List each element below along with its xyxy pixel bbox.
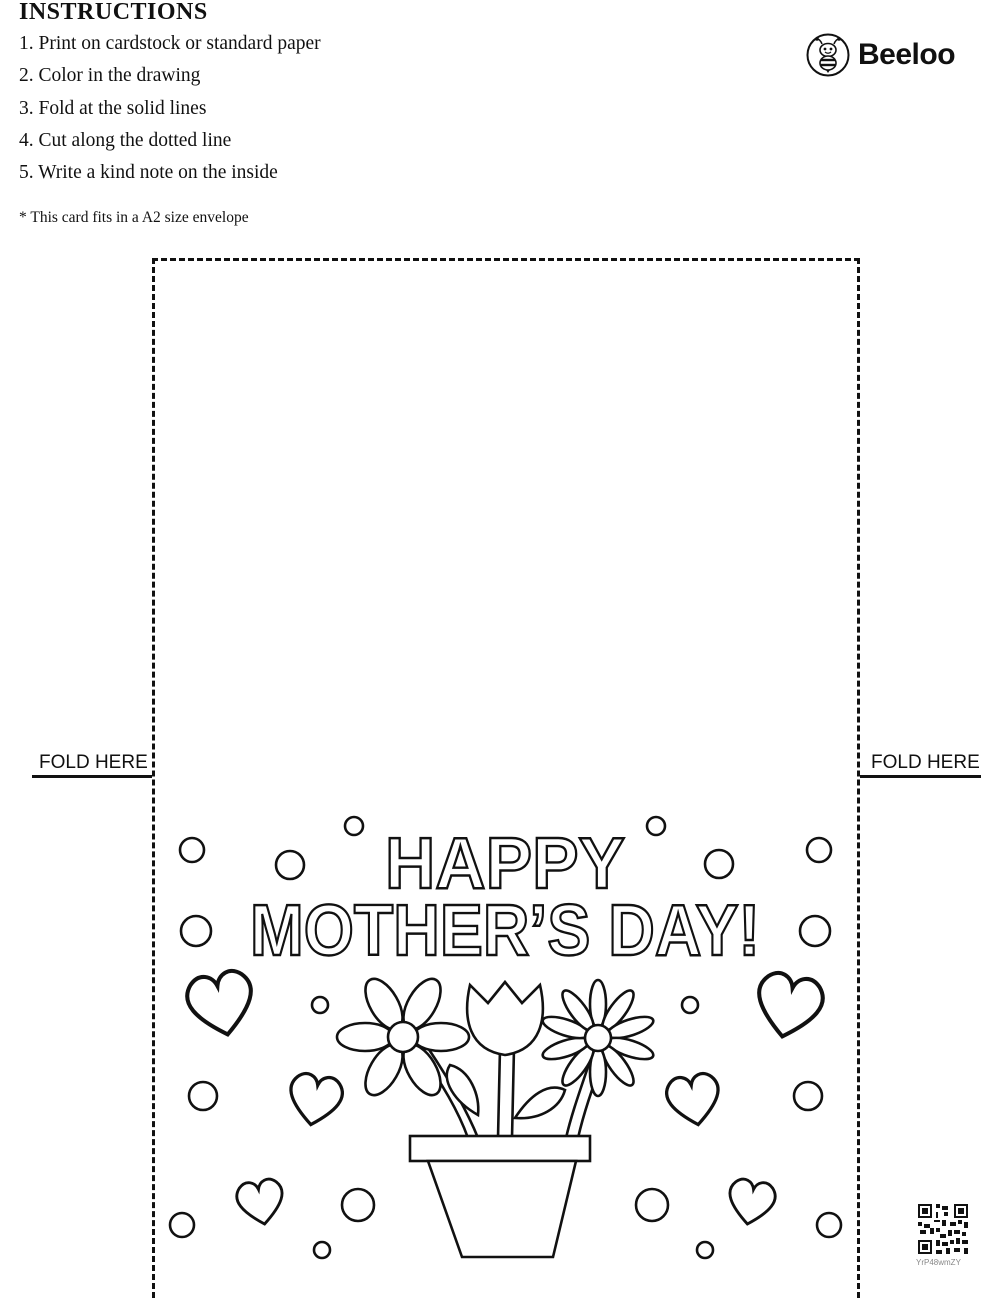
dot-circle: [636, 1189, 668, 1221]
dot-circle: [342, 1189, 374, 1221]
dot-circle: [705, 850, 733, 878]
fold-label-right: FOLD HERE: [871, 752, 980, 773]
step-item: 2. Color in the drawing: [19, 65, 201, 87]
qr-code-icon: [918, 1204, 968, 1254]
heart-icon: [235, 1177, 287, 1228]
leaf-icon: [515, 1088, 565, 1119]
heart-icon: [285, 1071, 345, 1129]
fold-label-left: FOLD HERE: [39, 752, 148, 773]
dot-circle: [697, 1242, 713, 1258]
dot-circle: [314, 1242, 330, 1258]
heart-icon: [664, 1071, 724, 1129]
dot-circle: [794, 1082, 822, 1110]
daisy-flower-right: [540, 980, 655, 1096]
dot-circle: [181, 916, 211, 946]
dot-circle: [345, 817, 363, 835]
dot-circle: [817, 1213, 841, 1237]
tulip-flower: [467, 982, 543, 1055]
envelope-note: * This card fits in a A2 size envelope: [19, 209, 249, 226]
flower-pot-rim: [410, 1136, 590, 1161]
qr-code-label: YrP48wmZY: [916, 1258, 961, 1267]
dot-circle: [647, 817, 665, 835]
dot-circle: [276, 851, 304, 879]
heart-icon: [184, 968, 260, 1041]
flower-pot: [428, 1161, 576, 1257]
step-item: 1. Print on cardstock or standard paper: [19, 33, 321, 54]
dot-circle: [312, 997, 328, 1013]
heart-icon: [751, 970, 827, 1043]
brand-name: Beeloo: [858, 38, 956, 71]
dot-circle: [807, 838, 831, 862]
flower-stem: [498, 1048, 514, 1138]
step-item: 3. Fold at the solid lines: [19, 97, 207, 119]
instructions-title: INSTRUCTIONS: [19, 0, 208, 25]
headline-line1: HAPPY: [385, 824, 625, 904]
step-item: 5. Write a kind note on the inside: [19, 162, 278, 184]
step-item: 4. Cut along the dotted line: [19, 129, 232, 151]
heart-icon: [725, 1177, 777, 1228]
dot-circle: [180, 838, 204, 862]
dot-circle: [170, 1213, 194, 1237]
dot-circle: [800, 916, 830, 946]
dot-circle: [682, 997, 698, 1013]
dot-circle: [189, 1082, 217, 1110]
headline-line2: MOTHER’S DAY!: [250, 891, 760, 971]
